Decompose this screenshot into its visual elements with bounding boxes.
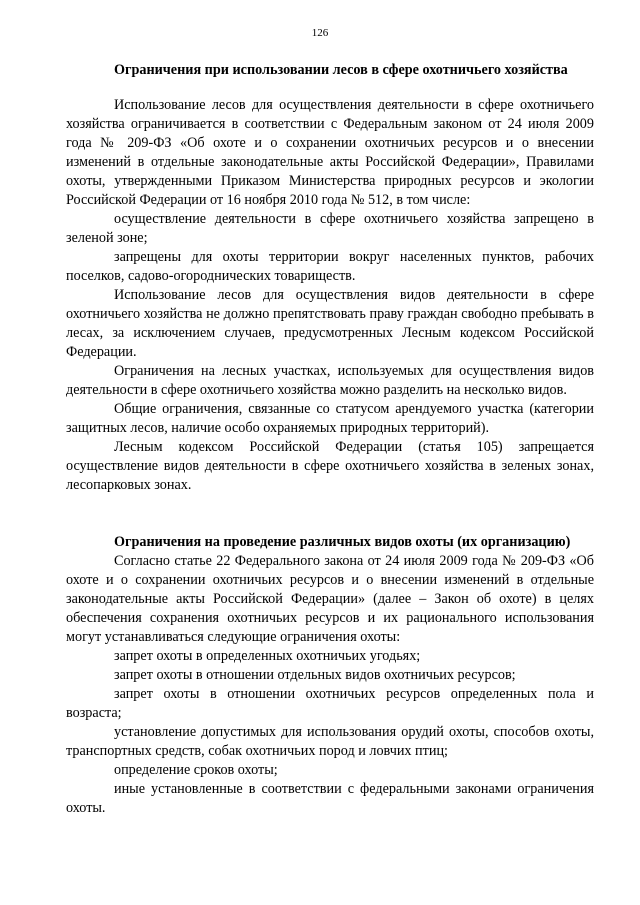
paragraph: Согласно статье 22 Федерального закона от 24 июля 2009 года № 209-ФЗ «Об охоте и о сохранении охотничьих ресурсов и о внесении изменений в отдельные законодательные акты Российской Федерации» (далее – Закон об охоте) в целях обеспечения сохранения охотничьих ресурсов и их рационального использования могут устанавливаться следующие ограничения охоты: xyxy=(66,553,594,645)
paragraph: Общие ограничения, связанные со статусом арендуемого участка (категории защитных лесов, наличие особо охраняемых природных территорий). xyxy=(66,401,594,436)
paragraph: Использование лесов для осуществления деятельности в сфере охотничьего хозяйства ограничивается в соответствии с Федеральным законом от 24 июля 2009 года № 209-ФЗ «Об охоте и о сохранении охотничьих ресурсов и о внесении изменений в отдельные законодательные акты Российской Федерации», Правилами охоты, утвержденными Приказом Министерства природных ресурсов и экологии Российской Федерации от 16 ноября 2010 года № 512, в том числе: xyxy=(66,97,594,208)
paragraph: осуществление деятельности в сфере охотничьего хозяйства запрещено в зеленой зоне; xyxy=(66,211,594,246)
spacer xyxy=(66,495,594,514)
spacer xyxy=(66,514,594,533)
document-body xyxy=(66,61,594,818)
paragraph: Ограничения на лесных участках, используемых для осуществления видов деятельности в сфере охотничьего хозяйства можно разделить на несколько видов. xyxy=(66,363,594,398)
list-item: запрет охоты в определенных охотничьих угодьях; xyxy=(114,648,421,664)
spacer xyxy=(66,80,594,96)
paragraph: Лесным кодексом Российской Федерации (статья 105) запрещается осуществление видов деятельности в сфере охотничьего хозяйства в зеленых зонах, лесопарковых зонах. xyxy=(66,439,594,493)
section-heading-hunting-restrictions: Ограничения на проведение различных видов охоты (их организацию) xyxy=(114,534,571,550)
list-item: запрет охоты в отношении отдельных видов охотничьих ресурсов; xyxy=(114,667,516,683)
paragraph: запрещены для охоты территории вокруг населенных пунктов, рабочих поселков, садово-огороднических товариществ. xyxy=(66,249,594,284)
section-heading-forest-use-restrictions: Ограничения при использовании лесов в сфере охотничьего хозяйства xyxy=(114,62,568,78)
paragraph: Использование лесов для осуществления видов деятельности в сфере охотничьего хозяйства не должно препятствовать праву граждан свободно пребывать в лесах, за исключением случаев, предусмотренных Лесным кодексом Российской Федерации. xyxy=(66,287,594,360)
list-item: определение сроков охоты; xyxy=(114,762,278,778)
page-number: 126 xyxy=(311,27,329,39)
list-item: установление допустимых для использования орудий охоты, способов охоты, транспортных средств, собак охотничьих пород и ловчих птиц; xyxy=(66,724,594,759)
list-item: иные установленные в соответствии с федеральными законами ограничения охоты. xyxy=(66,781,594,816)
list-item: запрет охоты в отношении охотничьих ресурсов определенных пола и возраста; xyxy=(66,686,594,721)
